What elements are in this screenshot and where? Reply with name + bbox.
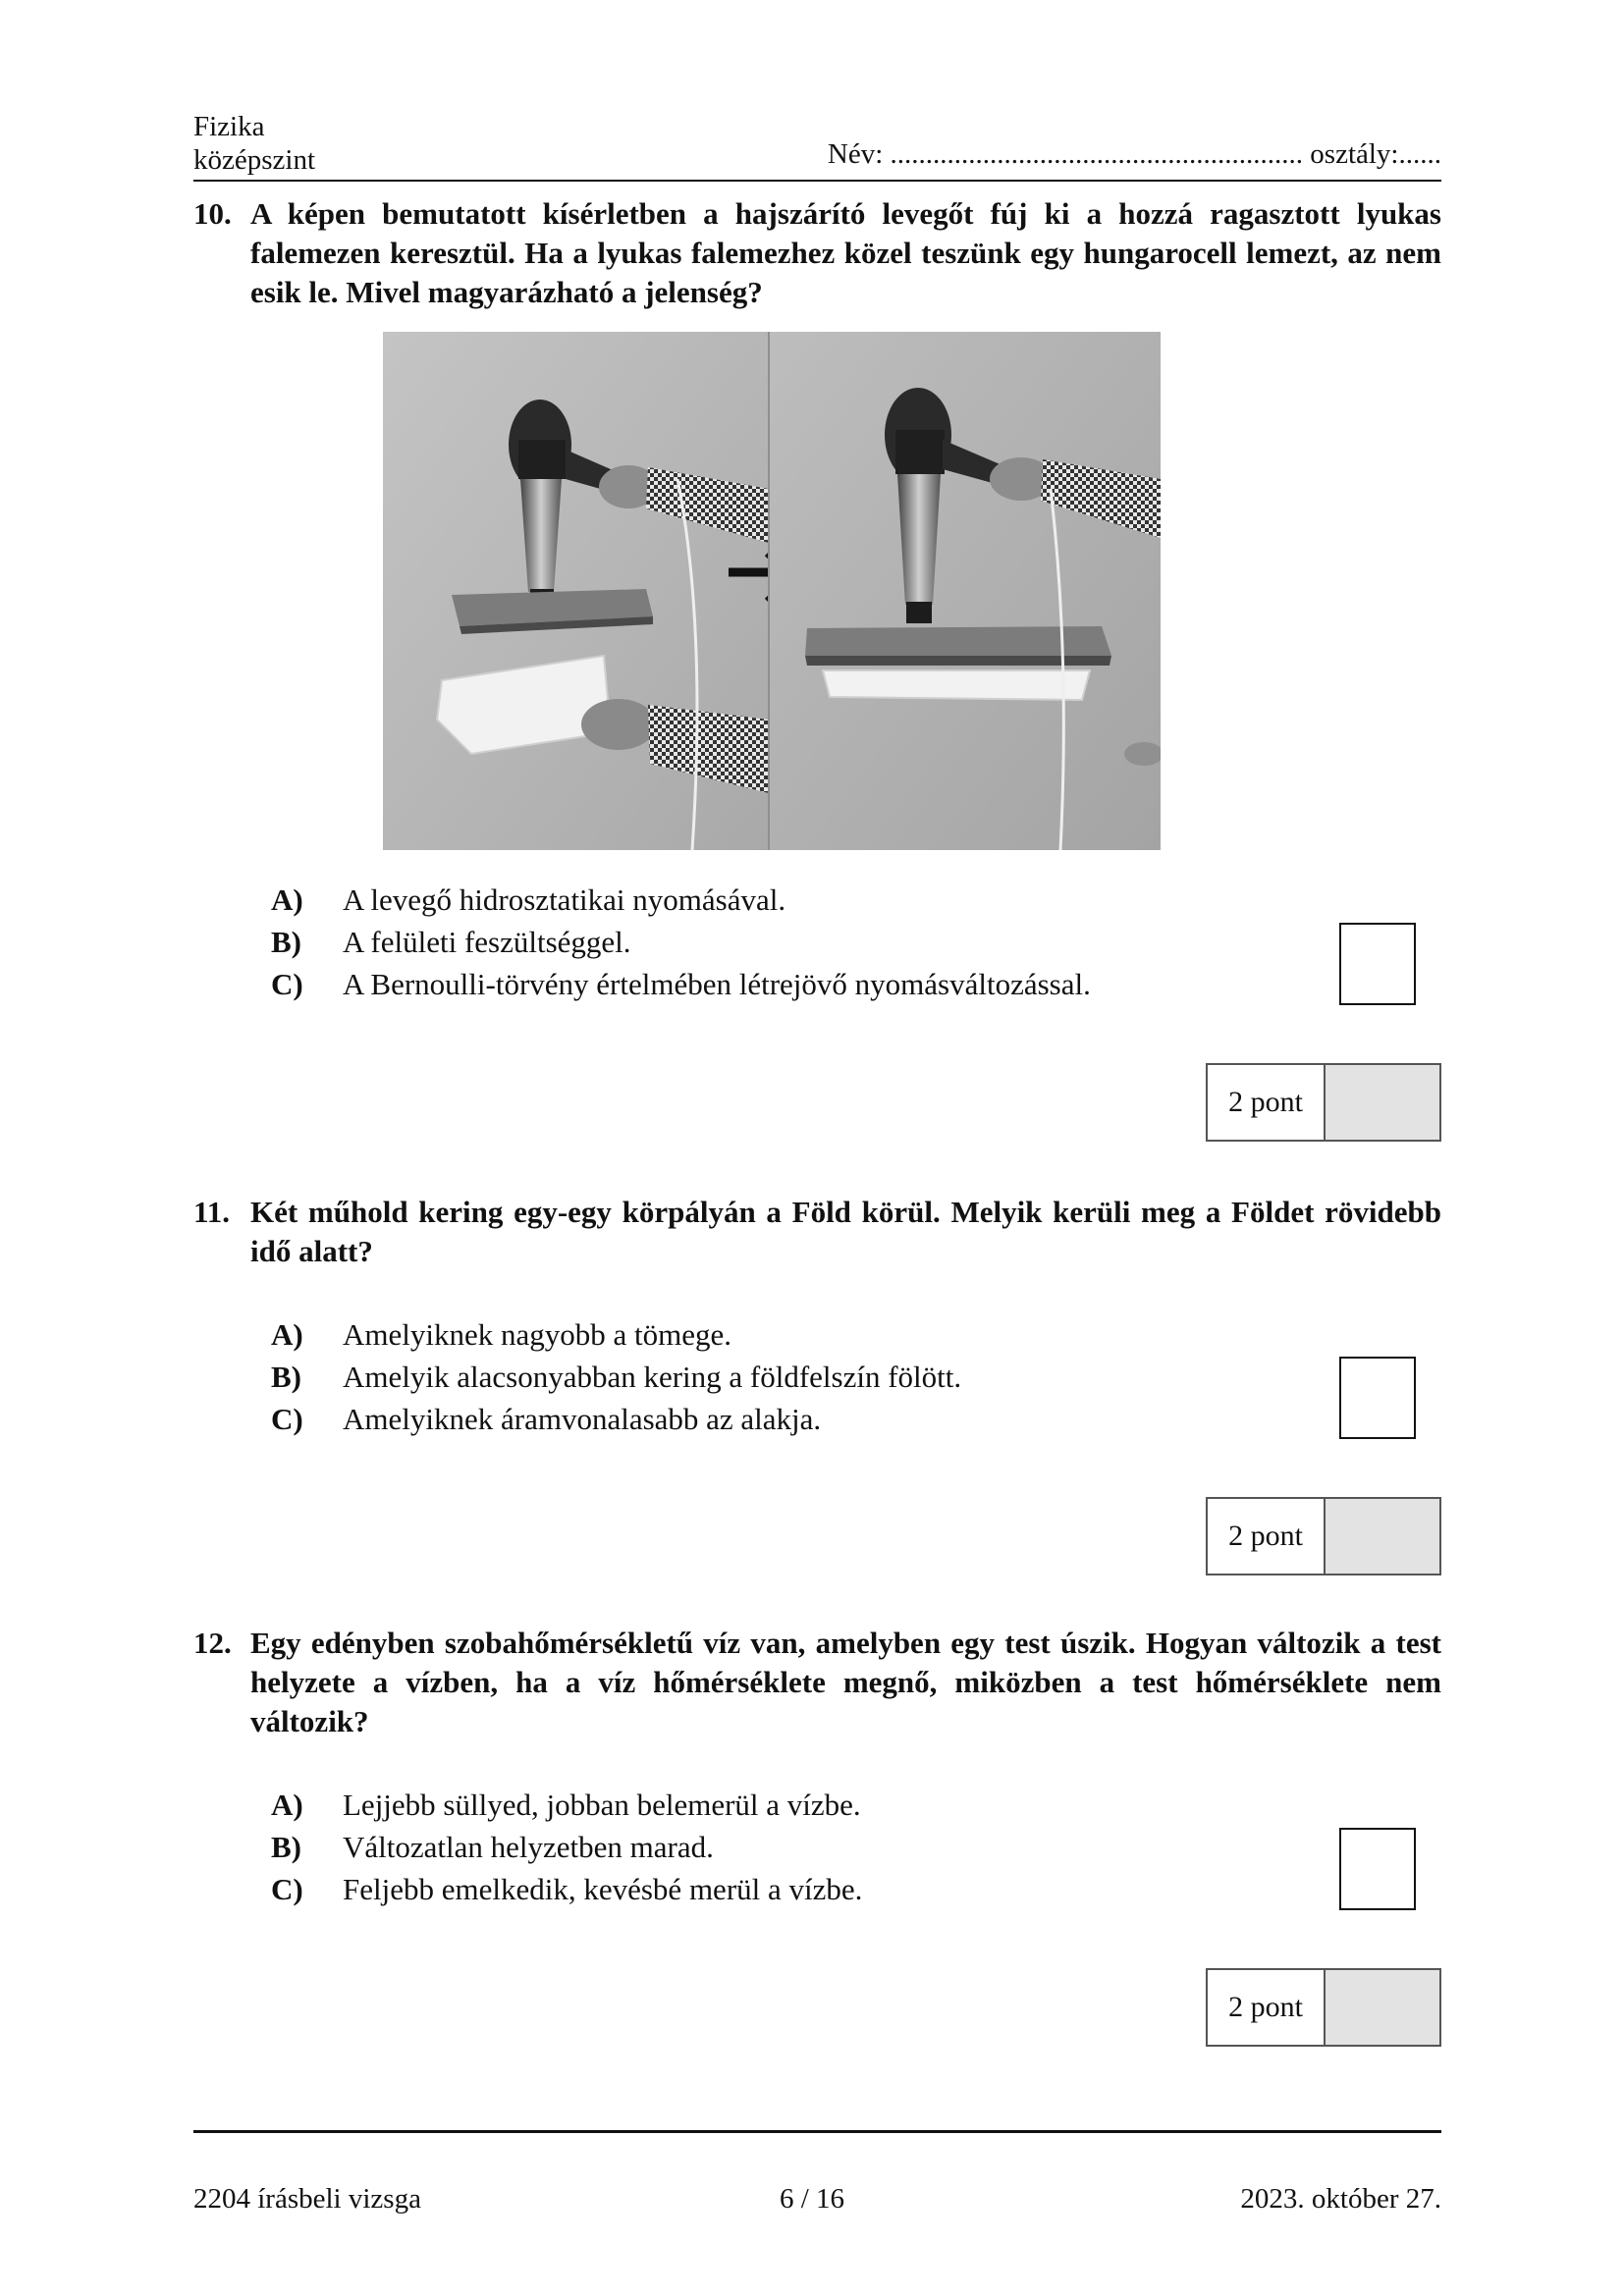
question-10 xyxy=(193,194,1441,312)
option-text: Amelyiknek áramvonalasabb az alakja. xyxy=(343,1402,822,1436)
option-a[interactable] xyxy=(271,1784,862,1826)
score-field[interactable] xyxy=(1326,1499,1439,1574)
option-letter: B) xyxy=(271,1830,301,1864)
option-letter: B) xyxy=(271,1360,301,1394)
option-letter: A) xyxy=(271,1788,303,1822)
footer-page-number: 6 / 16 xyxy=(779,2183,845,2215)
question-text: Egy edényben szobahőmérsékletű víz van, amelyben egy test úszik. Hogyan változik a test helyzete a vízben, ha a víz hőmérséklete megnő, miközben a test hőmérséklete nem változik? xyxy=(250,1626,1441,1738)
question-text: Két műhold kering egy-egy körpályán a Föld körül. Melyik kerüli meg a Földet rövidebb idő alatt? xyxy=(250,1195,1441,1268)
option-text: Feljebb emelkedik, kevésbé merül a vízbe. xyxy=(343,1872,863,1906)
score-field[interactable] xyxy=(1326,1065,1439,1140)
question-11 xyxy=(193,1193,1441,1271)
answer-box-q11[interactable] xyxy=(1339,1357,1416,1439)
option-b[interactable] xyxy=(271,921,1091,963)
option-letter: A) xyxy=(271,882,303,917)
question-number: 11. xyxy=(193,1195,231,1229)
option-text: A Bernoulli-törvény értelmében létrejövő nyomásváltozással. xyxy=(343,967,1091,1001)
option-a[interactable] xyxy=(271,879,1091,921)
options-q11 xyxy=(271,1313,961,1440)
option-text: A levegő hidrosztatikai nyomásával. xyxy=(343,882,786,917)
points-label: 2 pont xyxy=(1208,1499,1326,1574)
option-letter: C) xyxy=(271,1402,303,1436)
options-q12 xyxy=(271,1784,862,1910)
option-letter: C) xyxy=(271,967,303,1001)
question-number: 10. xyxy=(193,196,232,231)
option-letter: B) xyxy=(271,925,301,959)
option-letter: C) xyxy=(271,1872,303,1906)
level-label: középszint xyxy=(193,144,316,176)
option-text: Amelyiknek nagyobb a tömege. xyxy=(343,1317,732,1352)
option-a[interactable] xyxy=(271,1313,961,1356)
options-q10 xyxy=(271,879,1091,1005)
option-b[interactable] xyxy=(271,1826,862,1868)
footer-exam-code: 2204 írásbeli vizsga xyxy=(193,2183,421,2215)
header-divider xyxy=(193,180,1441,182)
score-box-q12 xyxy=(1206,1968,1441,2047)
footer-divider xyxy=(193,2130,1441,2133)
subject-label: Fizika xyxy=(193,111,265,142)
score-field[interactable] xyxy=(1326,1970,1439,2045)
option-c[interactable] xyxy=(271,963,1091,1005)
footer-date: 2023. október 27. xyxy=(1240,2183,1441,2215)
question-12 xyxy=(193,1624,1441,1741)
option-text: Amelyik alacsonyabban kering a földfelszín fölött. xyxy=(343,1360,962,1394)
option-text: Változatlan helyzetben marad. xyxy=(343,1830,714,1864)
question-text: A képen bemutatott kísérletben a hajszárító levegőt fúj ki a hozzá ragasztott lyukas falemezen keresztül. Ha a lyukas falemezhez közel teszünk egy hungarocell lemezt, az nem esik le. Mivel magyarázható a jelenség? xyxy=(250,196,1441,309)
option-b[interactable] xyxy=(271,1356,961,1398)
page-header-subject xyxy=(193,110,315,177)
name-class-field[interactable]: Név: .......................................................... osztály:...... xyxy=(827,138,1441,170)
option-text: A felületi feszültséggel. xyxy=(343,925,631,959)
score-box-q11 xyxy=(1206,1497,1441,1575)
answer-box-q12[interactable] xyxy=(1339,1828,1416,1910)
option-c[interactable] xyxy=(271,1398,961,1440)
option-letter: A) xyxy=(271,1317,303,1352)
answer-box-q10[interactable] xyxy=(1339,923,1416,1005)
score-box-q10 xyxy=(1206,1063,1441,1142)
question-number: 12. xyxy=(193,1626,232,1660)
points-label: 2 pont xyxy=(1208,1970,1326,2045)
option-c[interactable] xyxy=(271,1868,862,1910)
option-text: Lejjebb süllyed, jobban belemerül a vízbe. xyxy=(343,1788,861,1822)
points-label: 2 pont xyxy=(1208,1065,1326,1140)
experiment-photo xyxy=(383,332,1161,850)
